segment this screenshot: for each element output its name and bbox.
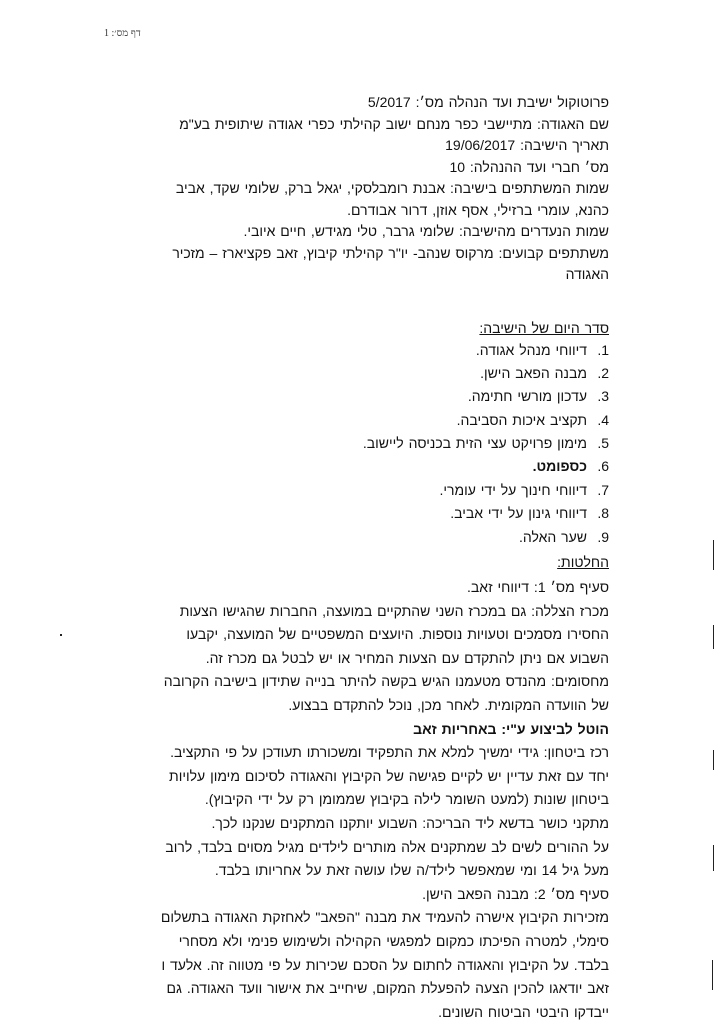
assignment-line: הוטל לביצוע ע"י: באחריות זאב: [413, 720, 609, 737]
agenda-item-number: 1.: [597, 341, 609, 358]
agenda-item: [109, 456, 609, 479]
agenda-title: סדר היום של הישיבה:: [479, 320, 609, 336]
agenda-item: [109, 386, 609, 409]
agenda-item-text: שער האלה.: [518, 528, 587, 545]
decisions-body: [89, 576, 609, 1024]
section-heading: סעיף מס׳ 2: מבנה הפאב הישן.: [422, 885, 609, 902]
permanent-participants-line: משתתפים קבועים: מרקוס שנהב- יו"ר קהילתי קיבוץ, זאב פקציארז – מזכיר: [172, 244, 609, 261]
body-line: יחד עם זאת עדיין יש לקיים פגישה של הקיבוץ והאגודה לסיכום מימון עלויות: [169, 767, 609, 784]
meeting-header: [109, 92, 609, 286]
agenda-item: [109, 480, 609, 503]
body-line: החסירו מסמכים וטעויות נוספות. היועצים המשפטיים של המועצה, יקבעו: [186, 626, 609, 643]
agenda-item-text: תקציב איכות הסביבה.: [456, 411, 587, 428]
agenda-item-text: מבנה הפאב הישן.: [480, 364, 587, 381]
agenda-item-number: 8.: [597, 505, 609, 522]
body-line: מעל גיל 14 ומי שמאפשר לילד/ה שלו עושה זאת על אחריותו בלבד.: [214, 862, 609, 879]
body-line: סימלי, למטרה הפיכתו כמקום למפגשי הקהילה ולשימוש פנימי ולא מסחרי: [178, 932, 609, 949]
association-line: שם האגודה: מתיישבי כפר מנחם ישוב קהילתי כפרי אגודה שיתופית בע"מ: [179, 115, 609, 132]
agenda-item-number: 2.: [597, 364, 609, 381]
body-line: מזכירות הקיבוץ אישרה להעמיד את מבנה "הפאב" לאחזקת האגודה בתשלום: [160, 909, 609, 926]
agenda-list: [109, 340, 609, 551]
decisions-title: החלטות:: [557, 554, 609, 571]
scan-mark: [712, 960, 713, 990]
agenda-item: [109, 527, 609, 550]
agenda-item-text: כספומט.: [532, 458, 587, 475]
section-heading: סעיף מס׳ 1: דיווחי זאב.: [467, 579, 609, 595]
participants-line: שמות המשתתפים בישיבה: אבנת רומבלסקי, יגאל ברק, שלומי שקד, אביב: [175, 180, 609, 196]
body-line: מחסומים: מהנדס מטעמנו הגיש בקשה להיתר בנייה שתידון בישיבה הקרובה: [163, 673, 609, 690]
body-line: בלבד. על הקיבוץ והאגודה לחתום על הסכם שכירות על פי מטווה זה. אלעד ו: [161, 956, 609, 973]
agenda-item-text: מימון פרויקט עצי הזית בכניסה ליישוב.: [362, 435, 587, 452]
agenda-item: [109, 433, 609, 456]
agenda-item-text: דיווחי חינוך על ידי עומרי.: [439, 481, 587, 498]
agenda-item-text: עדכון מורשי חתימה.: [467, 388, 587, 405]
body-line: ביטחון שונות (למעט השומר לילה בקיבוץ שממומן רק על ידי הקיבוץ).: [204, 791, 609, 808]
body-line: ייבדקו היבטי הביטוח השונים.: [438, 1003, 609, 1020]
scan-mark: [713, 540, 714, 570]
agenda-item-text: דיווחי מנהל אגודה.: [475, 341, 587, 358]
scan-dot: [60, 634, 62, 636]
agenda-item-number: 4.: [597, 411, 609, 428]
protocol-line: פרוטוקול ישיבת ועד הנהלה מס׳: 5/2017: [367, 94, 609, 110]
page-number: דף מס׳: 1: [104, 28, 141, 39]
agenda-item-number: 6.: [597, 458, 609, 475]
body-line: מכרז הצללה: גם במכרז השני שהתקיים במועצה, החברות שהגישו הצעות: [179, 602, 609, 619]
scan-mark: [713, 750, 714, 770]
agenda-item-number: 7.: [597, 481, 609, 498]
permanent-participants-line-2: האגודה: [565, 266, 609, 282]
scan-mark: [713, 625, 714, 649]
body-line: על ההורים לשים לב שמתקנים אלה מותרים לילדים מגיל מסוים בלבד, לרוב: [165, 838, 609, 855]
agenda-item: [109, 410, 609, 433]
agenda-item-number: 9.: [597, 528, 609, 545]
agenda-item: [109, 340, 609, 363]
absent-line: שמות הנעדרים מהישיבה: שלומי גרבר, טלי מגידש, חיים איובי.: [243, 223, 609, 239]
body-line: השבוע אם ניתן להתקדם עם הצעות המחיר או יש לבטל גם מכרז זה.: [205, 649, 609, 666]
body-line: של הוועדה המקומית. לאחר מכן, נוכל להתקדם בבצוע.: [288, 696, 609, 713]
agenda-section: [109, 318, 609, 574]
body-line: רכז ביטחון: גידי ימשיך למלא את התפקיד ומשכורתו תעודכן על פי התקציב.: [170, 744, 609, 761]
participants-line-2: כהנא, עומרי ברזילי, אסף אוזן, דרור אבודרם.: [347, 201, 609, 218]
body-line: זאב יודאגו להכין הצעה להפעלת המקום, שיחייב את אישור וועד האגודה. גם: [166, 980, 609, 997]
agenda-item-number: 5.: [597, 435, 609, 452]
date-line: תאריך הישיבה: 19/06/2017: [445, 137, 609, 153]
agenda-item: [109, 503, 609, 526]
members-line: מס׳ חברי ועד ההנהלה: 10: [449, 158, 609, 175]
body-line: מתקני כושר בדשא ליד הבריכה: השבוע יותקנו המתקנים שנקנו לכך.: [211, 814, 609, 831]
agenda-item-text: דיווחי גינון על ידי אביב.: [450, 505, 587, 522]
scan-mark: [713, 845, 714, 871]
agenda-item: [109, 363, 609, 386]
agenda-item-number: 3.: [597, 388, 609, 405]
